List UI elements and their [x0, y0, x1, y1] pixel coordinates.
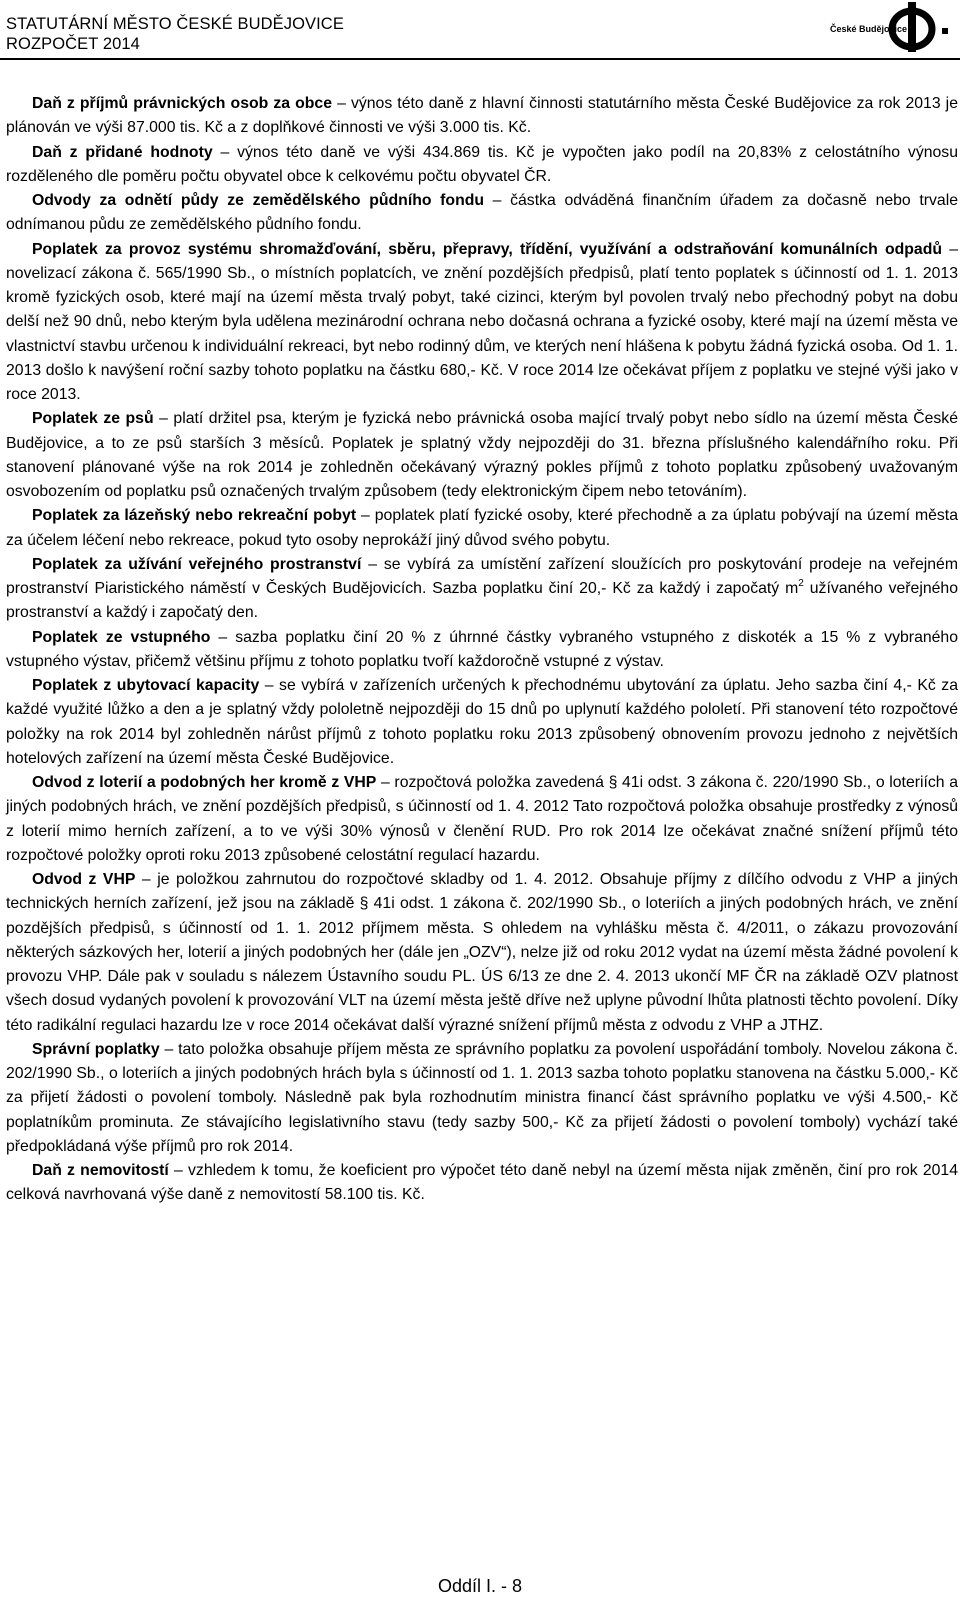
term: Poplatek ze vstupného: [32, 628, 211, 646]
paragraph-admin-fees: [6, 1038, 958, 1159]
description: – částka odváděná finančním úřadem za dočasně nebo trvale odnímanou půdu ze zemědělského půdního fondu.: [6, 192, 958, 234]
description: – novelizací zákona č. 565/1990 Sb., o místních poplatcích, ve znění pozdějších předpisů, platí tento poplatek s účinností od 1. 1. 2013 kromě fyzických osob, které mají na území města trvalý pobyt, také cizinci, kterým byl povolen trvalý nebo přechodný pobyt na dobu delší než 90 dnů, nebo kterým byla udělena mezinárodní ochrana nebo dočasná ochrana a fyzické osoby, které mají na území města ve vlastnictví stavbu určenou k individuální rekreaci, byt nebo rodinný dům, ve kterých není hlášena k pobytu žádná fyzická osoba. Od 1. 1. 2013 došlo k navýšení roční sazby tohoto poplatku na částku 680,- Kč. V roce 2014 lze očekávat příjem z poplatku ve stejné výši jako v roce 2013.: [6, 240, 958, 403]
term: Daň z nemovitostí: [32, 1162, 169, 1179]
description: – tato položka obsahuje příjem města ze správního poplatku za povolení uspořádání tomboly. Novelou zákona č. 202/1990 Sb., o loteriích a jiných podobných hrách byla s účinností od 1. 1. 2013 sazba tohoto poplatku stanovena na částku 5.000,- Kč za přijetí žádosti o povolení tomboly. Následně pak byla rozhodnutím ministra financí část správního poplatku ve výši 4.500,- Kč poplatníkům prominuta. Ze stávajícího legislativního stavu (tedy sazby 500,- Kč za přijetí žádosti o povolení tomboly) vychází také předpokládaná výše příjmů pro rok 2014.: [6, 1040, 958, 1155]
page-header: [0, 0, 960, 66]
term: Odvod z loterií a podobných her kromě z VHP: [32, 774, 377, 791]
paragraph-vat: [6, 141, 958, 190]
paragraph-admission-fee: [6, 626, 958, 675]
description: – rozpočtová položka zavedená § 41i odst. 3 zákona č. 220/1990 Sb., o loteriích a jiných podobných hrách, ve znění pozdějších předpisů, s účinností od 1. 4. 2012 Tato rozpočtová položka obsahuje prostředky z výnosů z loterií mimo herních zařízení, a to ve výši 30% výnosů v členění RUD. Pro rok 2014 lze očekávat značné snížení příjmů této rozpočtové položky oproti roku 2013 způsobené celostátní regulací hazardu.: [6, 774, 959, 864]
term: Poplatek za lázeňský nebo rekreační pobyt: [32, 507, 357, 525]
term: Odvod z VHP: [32, 871, 136, 888]
logo-square-icon: [942, 28, 948, 34]
header-city: STATUTÁRNÍ MĚSTO ČESKÉ BUDĚJOVICE: [6, 15, 344, 33]
document-body: [6, 92, 958, 1208]
paragraph-lottery-levy: [6, 771, 958, 868]
description: – výnos této daně z hlavní činnosti statutárního města České Budějovice za rok 2013 je plánován ve výši 87.000 tis. Kč a z doplňkové činnosti ve výši 3.000 tis. Kč.: [6, 95, 958, 137]
term: Odvody za odnětí půdy ze zemědělského půdního fondu: [32, 192, 485, 209]
description: – poplatek platí fyzické osoby, které přechodně a za úplatu pobývají na území města za účelem léčení nebo rekreace, pokud tyto osoby neprokáží jiný důvod svého pobytu.: [6, 507, 958, 549]
description: – sazba poplatku činí 20 % z úhrnné částky vybraného vstupného z diskoték a 15 % z vybraného vstupného výstav, přičemž většinu příjmu z tohoto poplatku tvoří každoročně vstupné z výstav.: [6, 628, 958, 670]
paragraph-property-tax: [6, 1159, 958, 1208]
paragraph-income-tax: [6, 92, 958, 141]
term: Daň z přidané hodnoty: [32, 143, 213, 161]
paragraph-vhp-levy: [6, 868, 958, 1038]
description: – vzhledem k tomu, že koeficient pro výpočet této daně nebyl na území města nijak změněn, činí pro rok 2014 celková navrhovaná výše daně z nemovitostí 58.100 tis. Kč.: [6, 1162, 958, 1204]
paragraph-land-levy: [6, 189, 958, 238]
logo-text: České Budějovice: [830, 24, 908, 34]
paragraph-accommodation-fee: [6, 674, 958, 771]
term: Poplatek ze psů: [32, 410, 154, 428]
description-cont: užívaného veřejného prostranství a každý i započatý den.: [6, 580, 958, 622]
header-divider: [0, 58, 960, 60]
term: Poplatek za užívání veřejného prostranství: [32, 555, 362, 573]
paragraph-dog-fee: [6, 407, 958, 504]
term: Daň z příjmů právnických osob za obce: [32, 95, 332, 112]
page-number: Oddíl I. - 8: [437, 1576, 523, 1596]
header-budget: ROZPOČET 2014: [6, 35, 140, 53]
term: Poplatek za provoz systému shromažďování, sběru, přepravy, třídění, využívání a odstraňování komunálních odpadů: [32, 240, 943, 258]
term: Správní poplatky: [32, 1040, 160, 1058]
description: – je položkou zahrnutou do rozpočtové skladby od 1. 4. 2012. Obsahuje příjmy z dílčího odvodu z VHP a jiných technických herních zařízení, jež jsou na základě § 41i odst. 1 zákona č. 202/1990 Sb., o loteriích a jiných podobných hrách, ve znění pozdějších předpisů, s účinností od 1. 1. 2012 příjmem města. S ohledem na vyhlášku města č. 4/2011, o zákazu provozování některých sázkových her, loterií a jiných podobných her (dále jen „OZV“), nelze již od roku 2012 vydat na území města žádné povolení k provozu VHP. Dále pak v souladu s nálezem Ústavního soudu PL. ÚS 6/13 ze dne 2. 4. 2013 ukončí MF ČR na základě OZV platnost všech dosud vydaných povolení k provozování VLT na území města ještě dříve než uplyne původní lhůta platnosti těchto povolení. Díky této radikální regulaci hazardu lze v roce 2014 očekávat další výrazné snížení příjmů města z odvodu z VHP a JTHZ.: [6, 871, 958, 1034]
description: – se vybírá za umístění zařízení sloužících pro poskytování prodeje na veřejném prostranství Piaristického náměstí v Českých Budějovicích. Sazba poplatku činí 20,- Kč za každý i započatý m: [6, 555, 958, 597]
logo-mark-icon: [882, 2, 942, 52]
paragraph-spa-fee: [6, 504, 958, 553]
description: – platí držitel psa, kterým je fyzická nebo právnická osoba mající trvalý pobyt nebo sídlo na území města České Budějovice, a to ze psů starších 3 měsíců. Poplatek je splatný vždy nejpozději do 31. března příslušného kalendářního roku. Při stanovení plánované výše na rok 2014 je zohledněn očekávaný výrazný pokles příjmů z tohoto poplatku způsobený uvažovaným osvobozením od poplatku psů označených trvalým způsobem (tedy elektronickým čipem nebo tetováním).: [6, 410, 958, 500]
superscript: 2: [798, 578, 804, 589]
paragraph-public-space-fee: [6, 553, 958, 626]
header-title: [6, 14, 344, 54]
paragraph-waste-fee: [6, 238, 958, 408]
city-logo: [830, 2, 960, 52]
description: – se vybírá v zařízeních určených k přechodnému ubytování za úplatu. Jeho sazba činí 4,- Kč za každé využité lůžko a den a je splatný vždy pololetně nejpozději do 15 dnů po uplynutí každého pololetí. Při stanovení této rozpočtové položky na rok 2014 byl zohledněn nárůst příjmů z tohoto poplatku roku 2013 způsobený obnovením provozu jednoho z největších hotelových zařízení na území města České Budějovice.: [6, 677, 958, 767]
term: Poplatek z ubytovací kapacity: [32, 677, 260, 694]
description: – výnos této daně ve výši 434.869 tis. Kč je vypočten jako podíl na 20,83% z celostátního výnosu rozděleného dle poměru počtu obyvatel obce k celkovému počtu obyvatel ČR.: [6, 143, 958, 185]
